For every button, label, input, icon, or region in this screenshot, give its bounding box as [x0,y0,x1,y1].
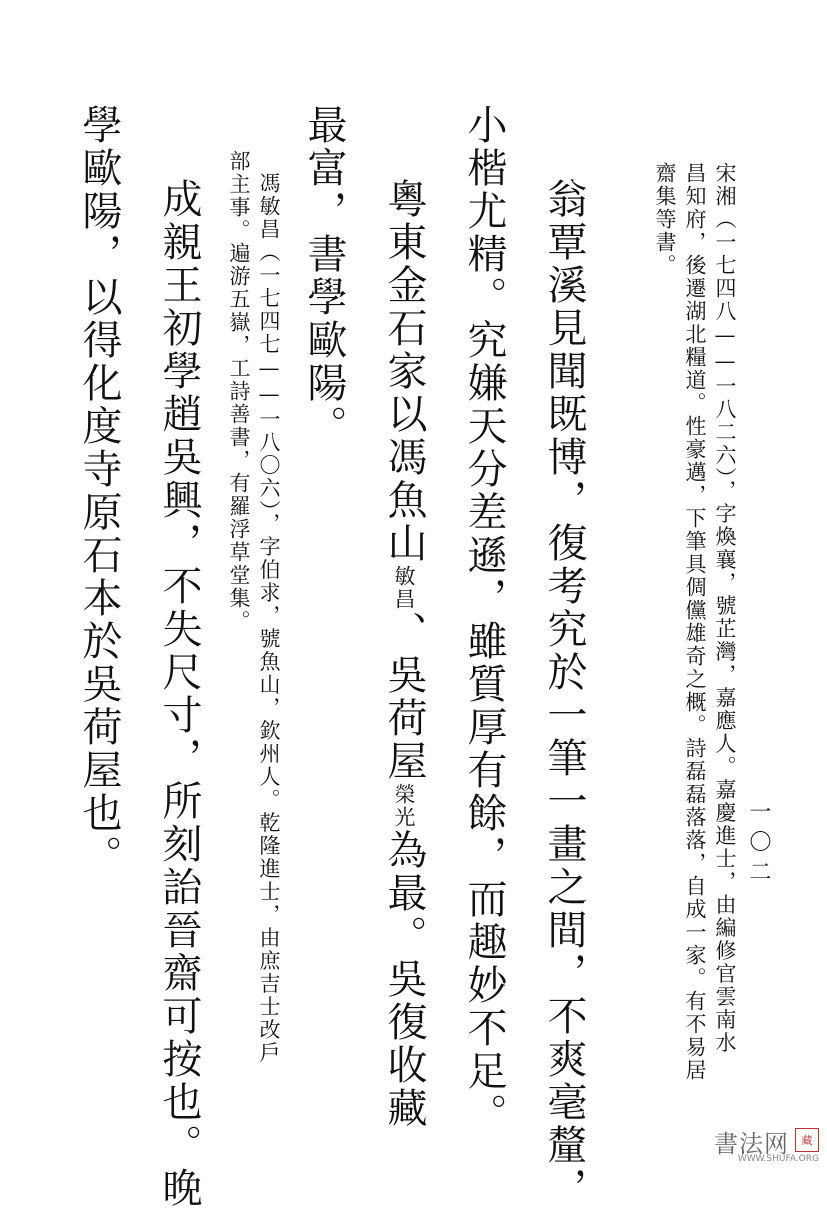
inline-note-rongguang: 榮光 [392,783,416,829]
songxiang-note-line-2: 昌知府，後遷湖北糧道。性豪邁，下筆具倜儻雄奇之概。詩磊磊落落，自成一家。有不易居 [683,162,707,1082]
watermark-seal-icon: 藏 [795,1128,819,1152]
line-3-mid: 、吳荷屋 [381,611,427,783]
main-text-1-line-3 [381,178,427,1130]
line-3-before: 粵東金石家以馮魚山 [381,178,427,565]
songxiang-note-line-3: 齋集等書。 [653,162,677,277]
main-text-1-line-1: 翁覃溪見聞既博，復考究於一筆一畫之間，不爽毫釐， [541,178,587,1210]
main-text-2-line-1: 成親王初學趙吳興，不失尺寸，所刻詒晉齋可按也。晚 [156,178,202,1210]
line-3-after: 為最。吳復收藏 [381,829,427,1130]
fengminchang-note-line-1: 馮敏昌（一七四七——一八〇六），字伯求，號魚山，欽州人。乾隆進士，由庶吉士改戶 [257,172,281,1065]
main-text-1-line-2: 小楷尤精。究嫌天分差遜，雖質厚有餘，而趣妙不足。 [461,104,507,1136]
main-text-1-line-4: 最富，書學歐陽。 [301,104,347,448]
watermark-url: WWW.SHUFA.ORG [737,1154,819,1164]
main-text-2-line-2: 學歐陽，以得化度寺原石本於吳荷屋也。 [76,104,122,878]
songxiang-note-line-1: 宋湘（一七四八——一八二六），字煥襄，號芷灣，嘉應人。嘉慶進士，由編修官雲南水 [713,162,737,1055]
inline-note-minchang: 敏昌 [392,565,416,611]
fengminchang-note-line-2: 部主事。遍游五嶽，工詩善書，有羅浮草堂集。 [227,150,251,633]
page-number: 一〇二 [746,800,771,890]
watermark-logo-text: 書法网 [714,1130,789,1158]
site-watermark [701,1124,819,1164]
